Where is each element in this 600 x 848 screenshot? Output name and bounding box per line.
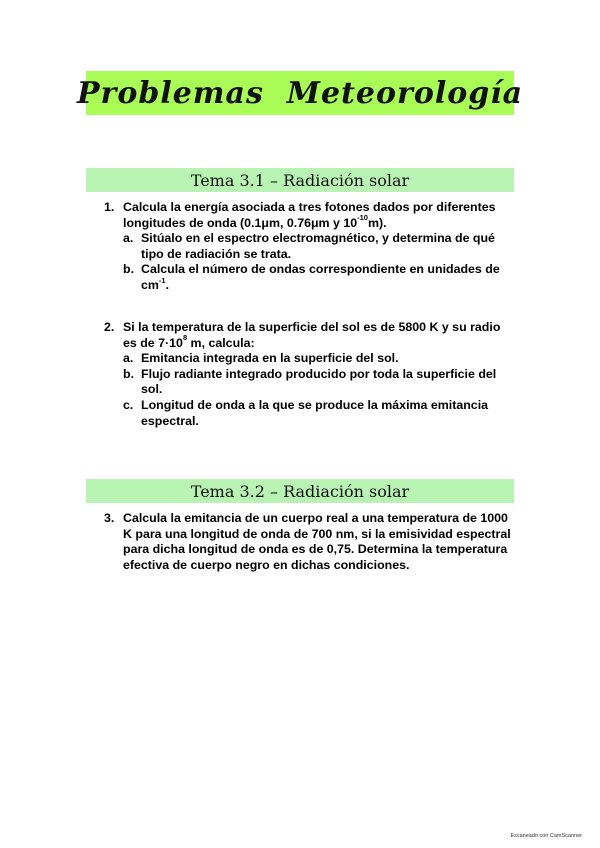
problem-number: 2. (104, 320, 115, 334)
problem-text: Calcula la emitancia de un cuerpo real a una temperatura de 1000 K para una longitud de onda de 700 nm, si la emisividad espectral para dicha longitud de onda es de 0,75. Determina la temperatura efectiva de cuerpo negro en dichas condiciones. (123, 511, 511, 572)
subitem-letter: a. (123, 351, 134, 366)
problem-text (123, 320, 514, 351)
subitem-text: . (165, 277, 170, 292)
subitem-c (123, 398, 514, 429)
problem-text-part: m). (367, 215, 387, 230)
problem-text-part: m, calcula: (187, 335, 255, 350)
page-title: Problemas Meteorología (76, 75, 524, 111)
subitem-letter: c. (123, 397, 134, 412)
section-title: Tema 3.1 – Radiación solar (190, 170, 410, 190)
subitem-a (123, 231, 514, 262)
problem-1 (104, 200, 514, 294)
exponent: 8 (182, 333, 188, 343)
title-banner (76, 71, 524, 115)
problem-number: 3. (104, 511, 115, 525)
subitem-text: Longitud de onda a la que se produce la máxima emitancia espectral. (141, 397, 489, 428)
subitem-text: Sitúalo en el espectro electromagnético, y determina de qué tipo de radiación se trata. (141, 231, 495, 261)
section-title: Tema 3.2 – Radiación solar (190, 481, 410, 501)
problem-3 (104, 511, 514, 573)
subitem-text: Flujo radiante integrado producido por toda la superficie del sol. (141, 366, 497, 397)
subitem-letter: b. (123, 262, 135, 277)
subitem-b (123, 367, 514, 398)
problem-number: 1. (104, 200, 115, 214)
problem-text-part: Calcula la energía asociada a tres fotones dados por diferentes longitudes de onda (0.1μm, 0.76μm y 10 (123, 200, 496, 230)
exponent: -10 (357, 213, 368, 223)
subitem-letter: b. (123, 366, 135, 381)
problem-2 (104, 320, 514, 429)
section-header-3-1 (86, 168, 514, 192)
subitem-text: Calcula el número de ondas correspondiente en unidades de cm (141, 262, 500, 292)
problem-text (123, 200, 514, 231)
subitem-a (123, 351, 514, 367)
problem-text-part: Si la temperatura de la superficie del sol es de 5800 K y su radio es de 7·10 (123, 320, 501, 350)
section-header-3-2 (86, 479, 514, 503)
subitem-b (123, 262, 514, 293)
subitem-letter: a. (123, 231, 134, 246)
subitem-text: Emitancia integrada en la superficie del sol. (141, 351, 399, 366)
exponent: -1 (158, 275, 166, 285)
scanner-footer: Escaneado con CamScanner (510, 833, 582, 839)
